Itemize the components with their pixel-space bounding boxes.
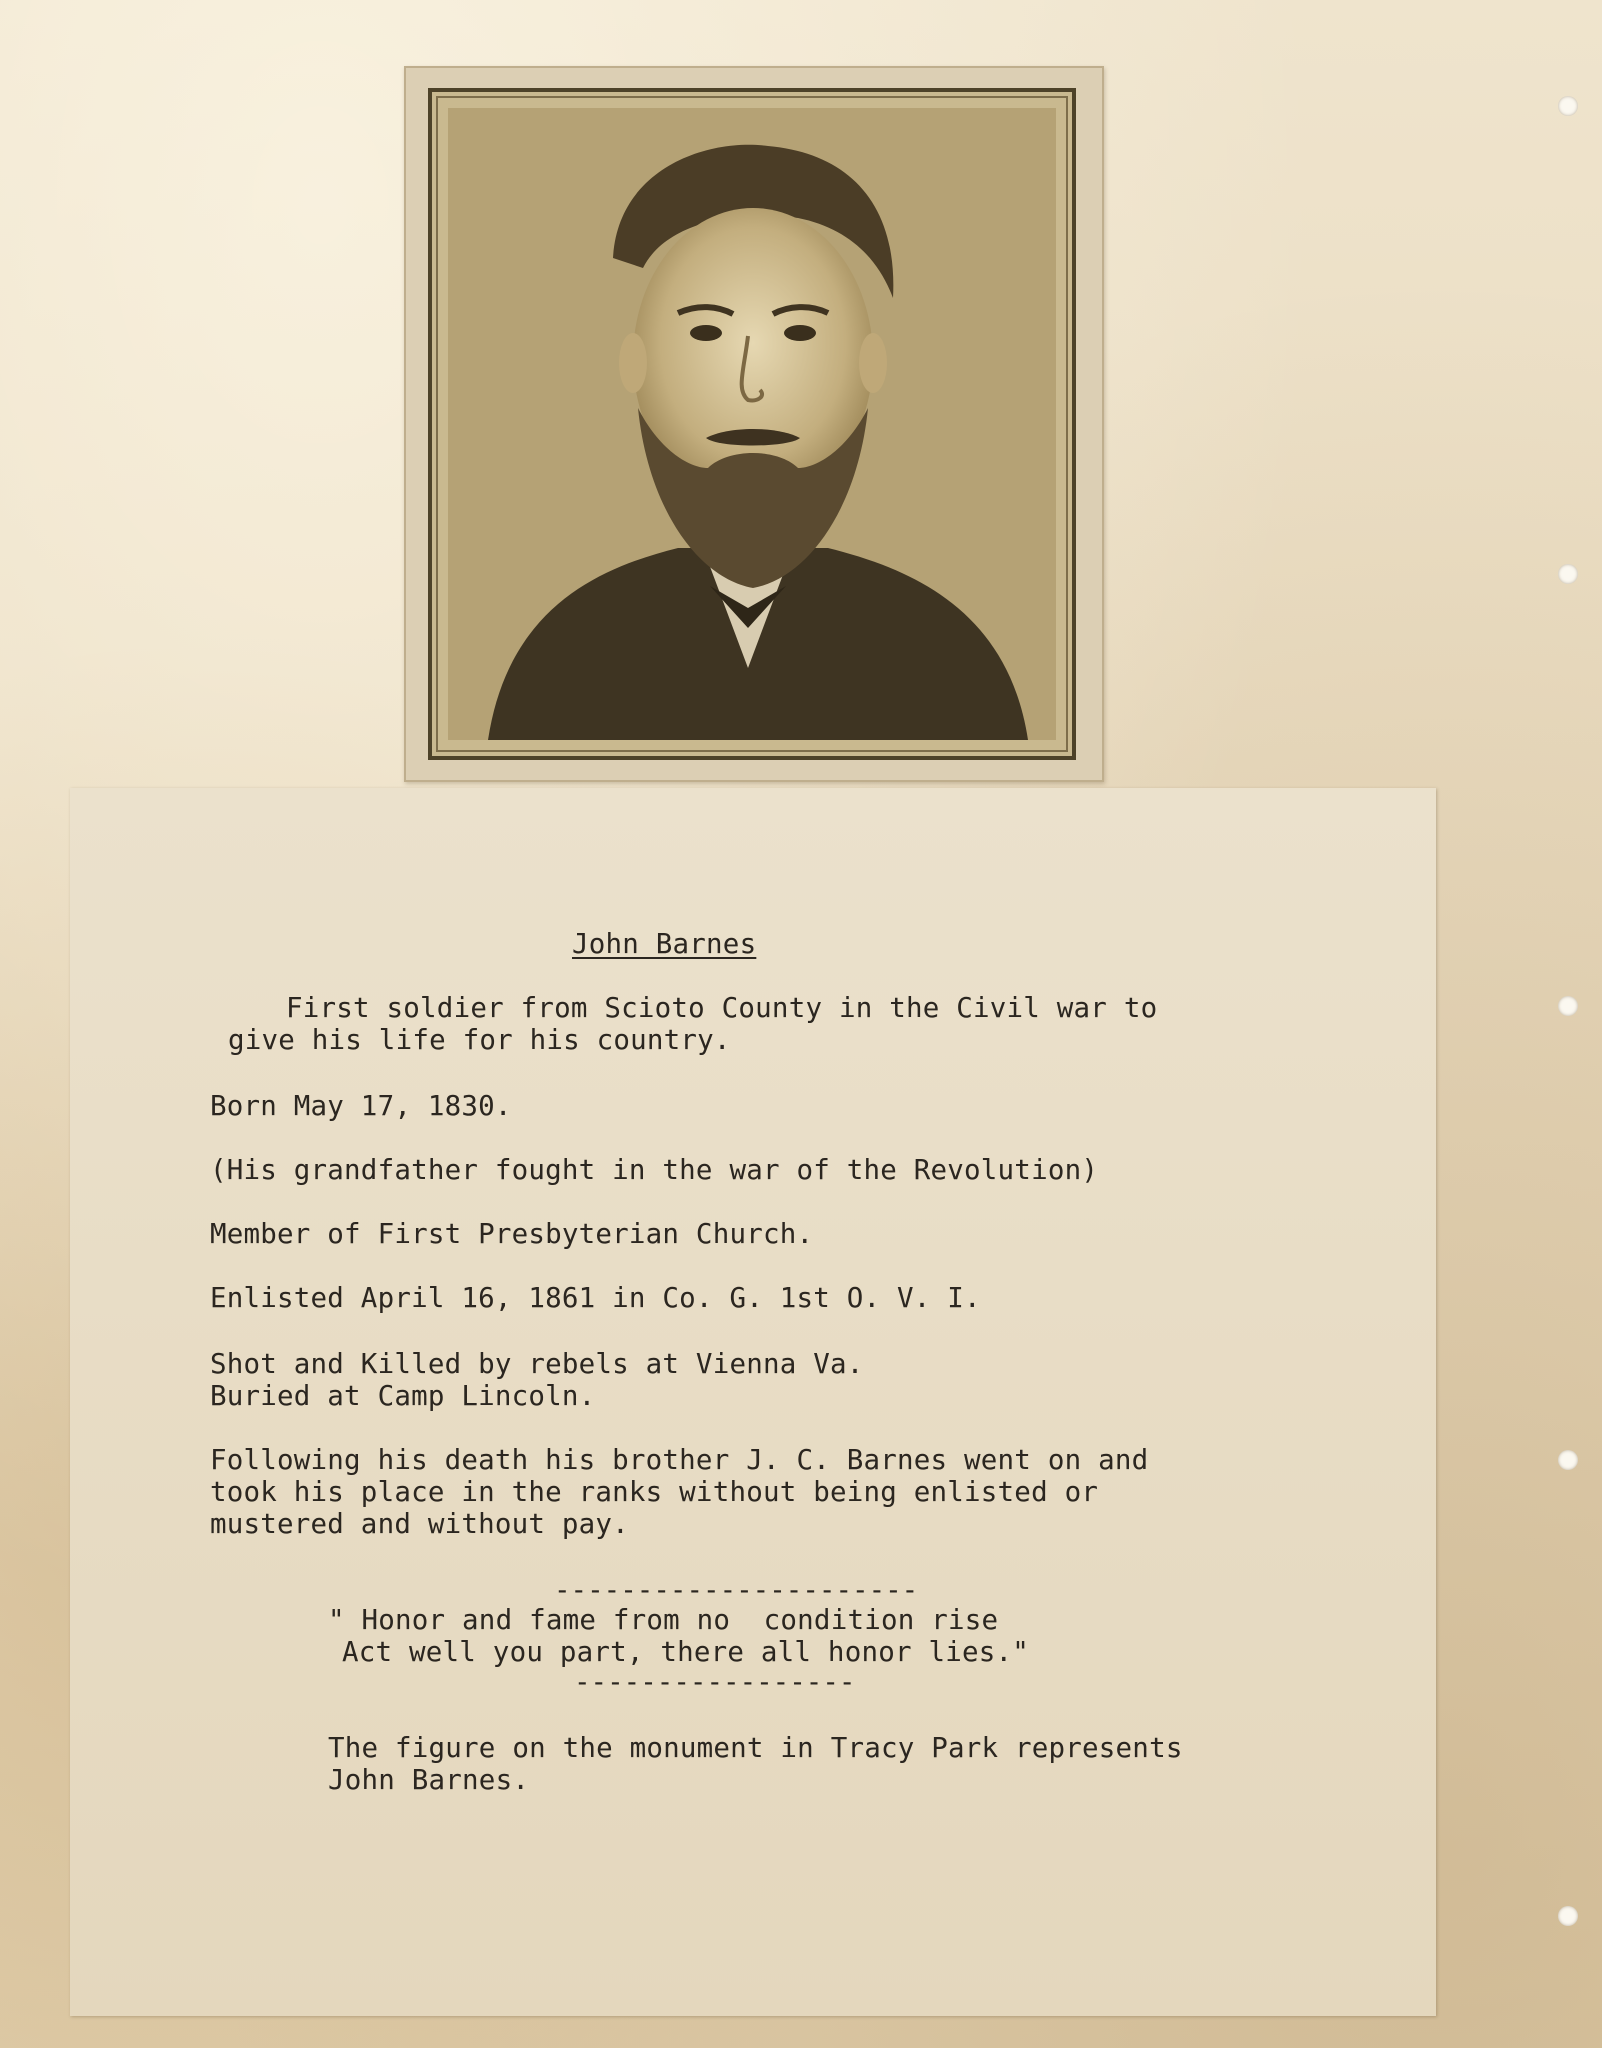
typed-document [70,788,1436,2016]
death-line-1: Shot and Killed by rebels at Vienna Va. [210,1348,864,1380]
membership-line: Member of First Presbyterian Church. [210,1218,814,1250]
brother-line-3: mustered and without pay. [210,1508,629,1540]
intro-line-2: give his life for his country. [228,1024,731,1056]
quote-rule-bottom: ----------------- [574,1666,856,1698]
quote-line-2: Act well you part, there all honor lies." [342,1636,1030,1668]
photo-frame [428,88,1076,760]
photo-mount [404,66,1104,782]
portrait-photo [448,108,1056,740]
portrait-illustration [448,108,1056,740]
death-line-2: Buried at Camp Lincoln. [210,1380,596,1412]
brother-line-2: took his place in the ranks without being enlisted or [210,1476,1099,1508]
binder-hole [1558,996,1578,1016]
enlisted-line: Enlisted April 16, 1861 in Co. G. 1st O. V. I. [210,1282,981,1314]
binder-hole [1558,564,1578,584]
monument-line-2: John Barnes. [328,1764,530,1796]
brother-line-1: Following his death his brother J. C. Barnes went on and [210,1444,1149,1476]
binder-hole [1558,96,1578,116]
quote-rule-top: ---------------------- [554,1574,919,1606]
intro-line-1: First soldier from Scioto County in the Civil war to [286,992,1158,1024]
grandfather-line: (His grandfather fought in the war of the Revolution) [210,1154,1099,1186]
born-line: Born May 17, 1830. [210,1090,512,1122]
quote-line-1: " Honor and fame from no condition rise [328,1604,999,1636]
document-title: John Barnes [572,928,757,960]
binder-hole [1558,1906,1578,1926]
monument-line-1: The figure on the monument in Tracy Park represents [328,1732,1183,1764]
binder-hole [1558,1450,1578,1470]
